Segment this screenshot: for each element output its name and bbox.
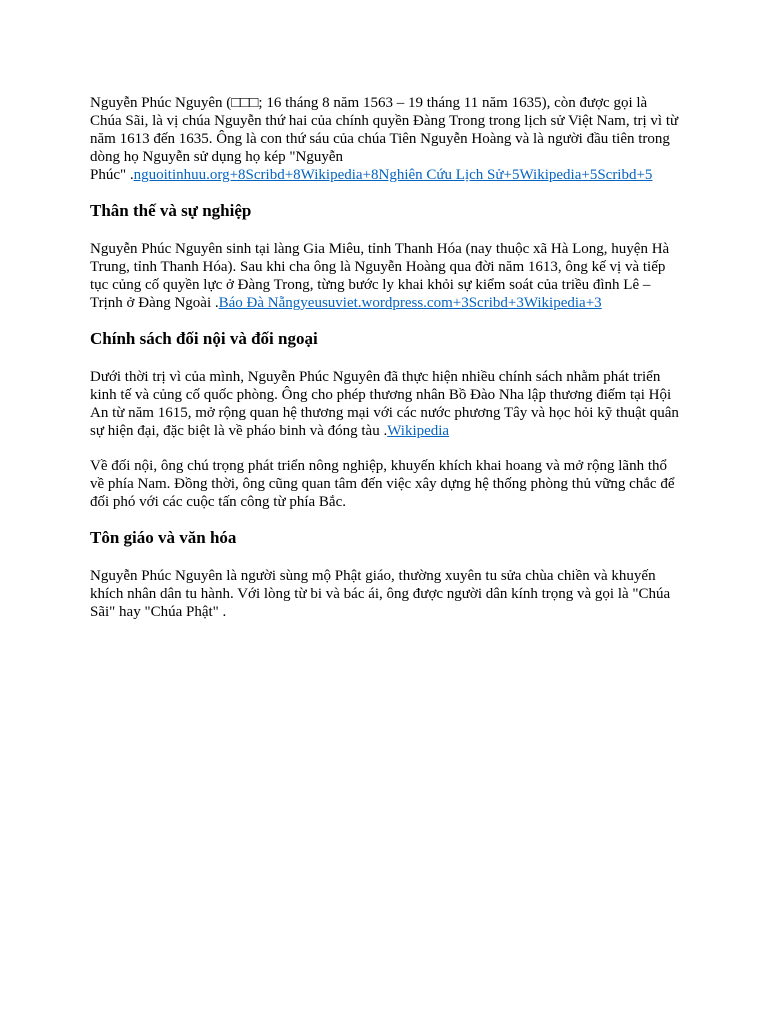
paragraph-text: Về đối nội, ông chú trọng phát triển nông nghiệp, khuyến khích khai hoang và mở rộng lãnh thổ về phía Nam. Đồng thời, ông cũng quan tâm đến việc xây dựng hệ thống phòng thủ vững chắc để đối phó với các cuộc tấn công từ phía Bắc. (90, 458, 675, 510)
intro-text: Nguyễn Phúc Nguyên (□□□; 16 tháng 8 năm 1563 – 19 tháng 11 năm 1635), còn được gọi là Chúa Sãi, là vị chúa Nguyễn thứ hai của chính quyền Đàng Trong trong lịch sử Việt Nam, trị vì từ năm 1613 đến 1635. Ông là con thứ sáu của chúa Tiên Nguyễn Hoàng và là người đầu tiên trong dòng họ Nguyễn sử dụng họ kép "Nguyễn (90, 95, 679, 165)
heading-life-and-career: Thân thế và sự nghiệp (90, 201, 252, 220)
paragraph-religion (90, 567, 679, 621)
heading-religion-and-culture: Tôn giáo và văn hóa (90, 528, 237, 547)
paragraph-text: Nguyễn Phúc Nguyên là người sùng mộ Phật giáo, thường xuyên tu sửa chùa chiền và khuyến khích nhân dân tu hành. Với lòng từ bi và bác ái, ông được người dân kính trọng và gọi là "Chúa Sãi" hay "Chúa Phật" . (90, 568, 671, 620)
heading-domestic-and-foreign-policy: Chính sách đối nội và đối ngoại (90, 329, 318, 348)
document-body (90, 94, 679, 621)
paragraph-text: Nguyễn Phúc Nguyên sinh tại làng Gia Miêu, tỉnh Thanh Hóa (nay thuộc xã Hà Long, huyện Hà Trung, tỉnh Thanh Hóa). Sau khi cha ông là Nguyễn Hoàng qua đời năm 1613, ông kế vị và tiếp tục củng cố quyền lực ở Đàng Trong, từng bước ly khai khỏi sự kiểm soát của triều đình Lê – Trịnh ở Đàng Ngoài . (90, 241, 670, 311)
intro-paragraph (90, 94, 679, 184)
paragraph-text: Dưới thời trị vì của mình, Nguyễn Phúc Nguyên đã thực hiện nhiều chính sách nhằm phát triển kinh tế và củng cố quốc phòng. Ông cho phép thương nhân Bồ Đào Nha lập thương điếm tại Hội An từ năm 1615, mở rộng quan hệ thương mại với các nước phương Tây và học hỏi kỹ thuật quân sự hiện đại, đặc biệt là về pháo binh và đóng tàu . (90, 369, 679, 439)
intro-text-tail (90, 167, 652, 183)
paragraph-birth-and-succession (90, 240, 679, 312)
paragraph-foreign-policy (90, 368, 679, 440)
intro-source-link[interactable]: nguoitinhuu.org+8Scribd+8Wikipedia+8Nghiên Cứu Lịch Sử+5Wikipedia+5Scribd+5 (133, 167, 653, 183)
source-link[interactable]: Báo Đà Nẵngyeusuviet.wordpress.com+3Scribd+3Wikipedia+3 (218, 295, 602, 311)
intro-text-end: Phúc" . (90, 167, 134, 183)
paragraph-domestic-policy (90, 457, 679, 511)
source-link[interactable]: Wikipedia (387, 423, 450, 439)
